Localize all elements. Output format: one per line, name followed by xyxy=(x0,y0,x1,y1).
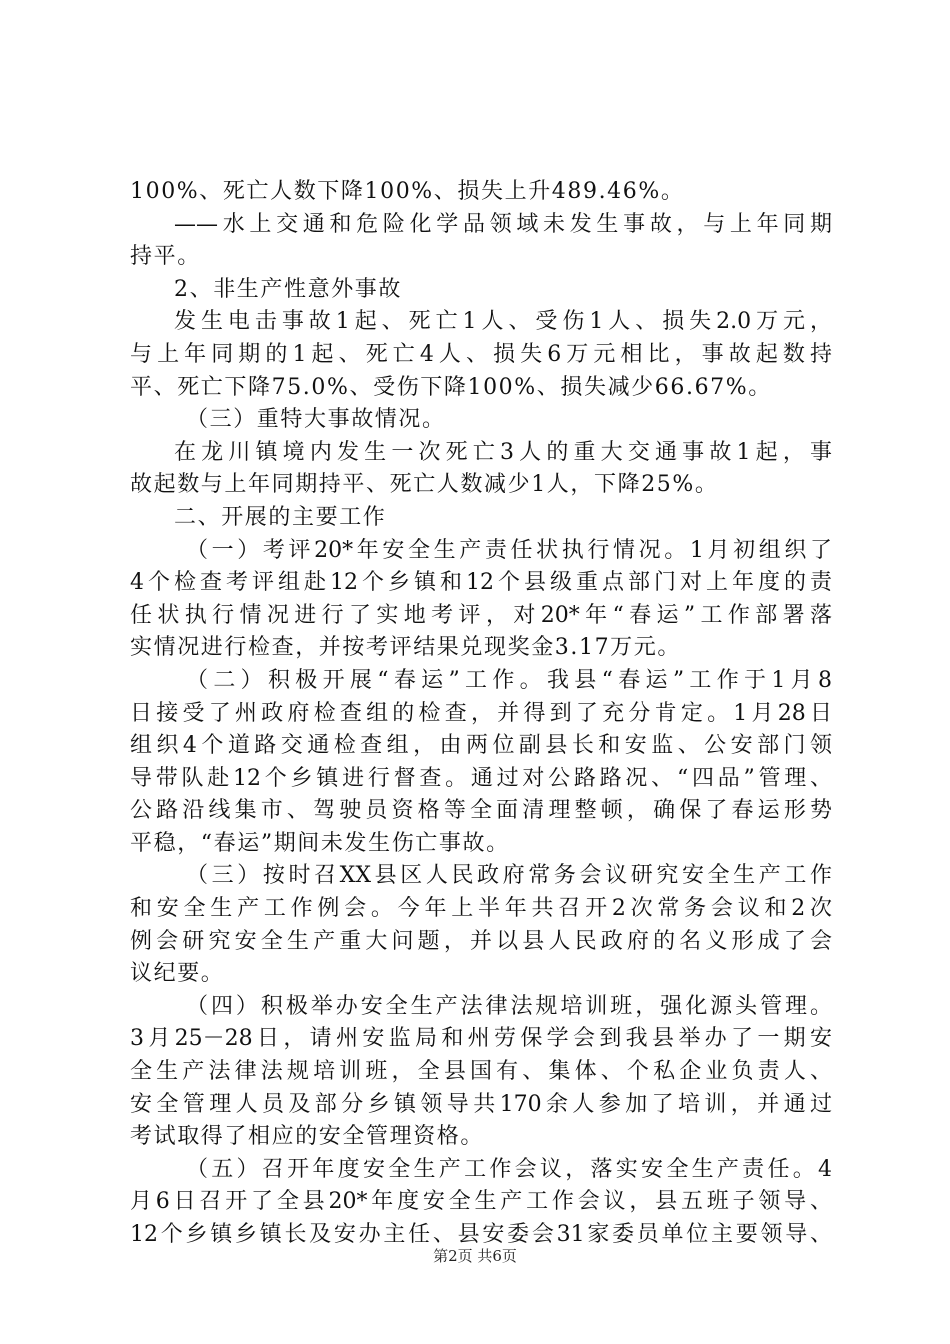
text-line: 故起数与上年同期持平、死亡人数减少1人，下降25%。 xyxy=(130,472,719,498)
page-footer: 第2页 共6页 xyxy=(433,1247,517,1265)
text-line: 持平。 xyxy=(130,244,201,270)
text-line: 组织4个道路交通检查组，由两位副县长和安监、公安部门领 xyxy=(130,733,832,759)
text-line: （五）召开年度安全生产工作会议，落实安全生产责任。4 xyxy=(186,1156,832,1182)
document-body xyxy=(130,176,832,1252)
text-line: 平稳，“春运”期间未发生伤亡事故。 xyxy=(130,830,510,856)
text-line: 4个检查考评组赴12个乡镇和12个县级重点部门对上年度的责 xyxy=(130,570,832,596)
text-line: （三）重特大事故情况。 xyxy=(186,407,446,433)
text-line: 100%、死亡人数下降100%、损失上升489.46%。 xyxy=(130,179,685,204)
text-line: （一）考评20*年安全生产责任状执行情况。1月初组织了 xyxy=(186,537,832,563)
text-line: 3月25－28日，请州安监局和州劳保学会到我县举办了一期安 xyxy=(130,1026,832,1052)
text-line: （二）积极开展“春运”工作。我县“春运”工作于1月8 xyxy=(186,667,832,693)
text-line: 考试取得了相应的安全管理资格。 xyxy=(130,1124,485,1150)
text-line: 二、开展的主要工作 xyxy=(174,504,387,530)
text-line: 安全管理人员及部分乡镇领导共170余人参加了培训，并通过 xyxy=(130,1091,832,1117)
text-line: 日接受了州政府检查组的检查，并得到了充分肯定。1月28日 xyxy=(130,700,832,726)
text-line: 12个乡镇乡镇长及安办主任、县安委会31家委员单位主要领导、 xyxy=(130,1222,832,1247)
text-line: 例会研究安全生产重大问题，并以县人民政府的名义形成了会 xyxy=(130,928,832,954)
text-line: 发生电击事故1起、死亡1人、受伤1人、损失2.0万元， xyxy=(174,309,832,335)
text-line: 任状执行情况进行了实地考评，对20*年“春运”工作部署落 xyxy=(130,602,832,628)
text-line: 实情况进行检查，并按考评结果兑现奖金3.17万元。 xyxy=(130,635,681,661)
text-line: 导带队赴12个乡镇进行督查。通过对公路路况、“四品”管理、 xyxy=(130,765,832,791)
text-line: 在龙川镇境内发生一次死亡3人的重大交通事故1起，事 xyxy=(174,439,832,465)
text-line: ——水上交通和危险化学品领域未发生事故，与上年同期 xyxy=(174,211,832,237)
text-line: 与上年同期的1起、死亡4人、损失6万元相比，事故起数持 xyxy=(130,341,832,367)
text-line: 议纪要。 xyxy=(130,961,225,987)
text-line: 平、死亡下降75.0%、受伤下降100%、损失减少66.67%。 xyxy=(130,374,772,400)
text-line: 和安全生产工作例会。今年上半年共召开2次常务会议和2次 xyxy=(130,896,832,922)
text-line: 公路沿线集市、驾驶员资格等全面清理整顿，确保了春运形势 xyxy=(130,798,832,824)
text-line: 2、非生产性意外事故 xyxy=(174,276,402,302)
text-line: 月6日召开了全县20*年度安全生产工作会议，县五班子领导、 xyxy=(130,1189,832,1215)
text-line: （四）积极举办安全生产法律法规培训班，强化源头管理。 xyxy=(186,993,832,1019)
text-line: （三）按时召XX县区人民政府常务会议研究安全生产工作 xyxy=(186,863,832,889)
text-line: 全生产法律法规培训班，全县国有、集体、个私企业负责人、 xyxy=(130,1059,832,1085)
